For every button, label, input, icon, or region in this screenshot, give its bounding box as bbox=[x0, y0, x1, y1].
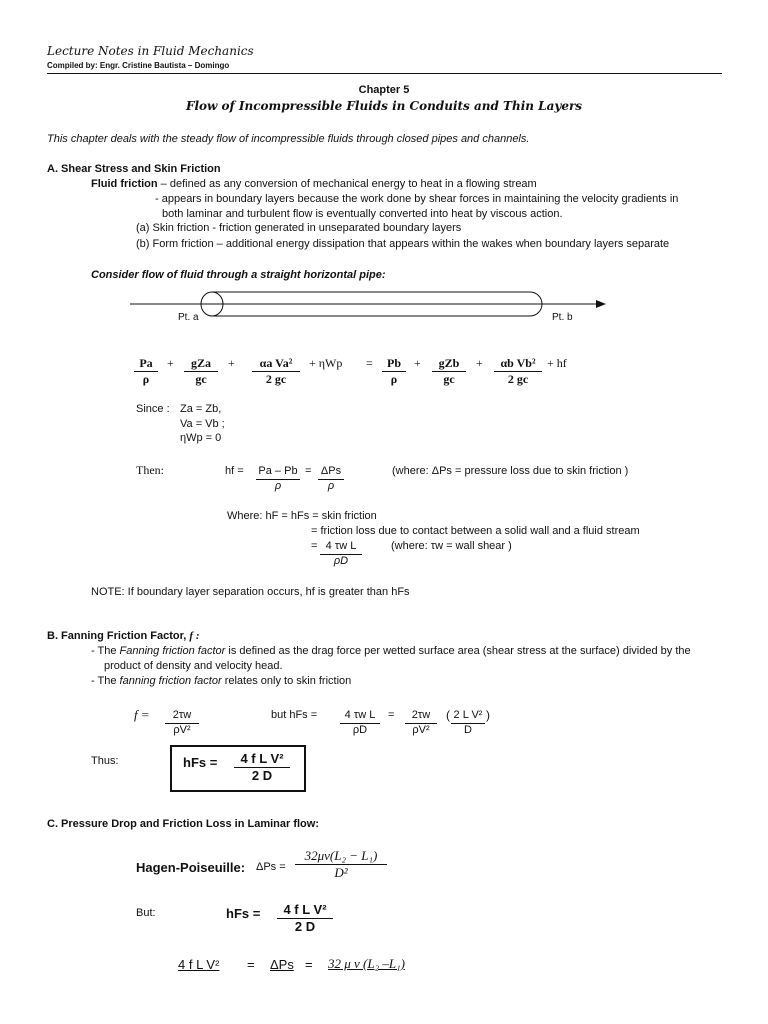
bern-pa: $\frac{Pa}{\rho}$ bbox=[134, 356, 158, 387]
paren-close: ) bbox=[486, 708, 490, 722]
but-label: But: bbox=[136, 907, 156, 919]
fluid-friction-term: Fluid friction bbox=[91, 178, 158, 190]
since-line-2: Va = Vb ; bbox=[180, 418, 225, 430]
flow-arrow-icon bbox=[596, 300, 606, 308]
thus-label: Thus: bbox=[91, 755, 119, 767]
but-hfs: but hFs = bbox=[271, 709, 318, 721]
note-text: NOTE: If boundary layer separation occurs, hf is greater than hFs bbox=[91, 586, 410, 598]
bern-hf: + hf bbox=[547, 356, 567, 370]
since-line-1: Za = Zb, bbox=[180, 403, 222, 415]
bern-ava: $\frac{\text{αa Va²}}{2 gc}$ bbox=[252, 356, 300, 387]
hfs-fraction-1: $\frac{\text{4 τw L}}{\rho D}$ bbox=[340, 709, 380, 738]
compiled-by: Compiled by: Engr. Cristine Bautista – Domingo bbox=[47, 61, 230, 70]
where-line-2: = friction loss due to contact between a solid wall and a fluid stream bbox=[311, 525, 640, 537]
wall-shear-fraction: $\frac{\text{4 τw L}}{\rho D}$ bbox=[320, 540, 362, 569]
but-fraction: $\frac{\text{4 f L V²}}{2 D}$ bbox=[277, 902, 333, 936]
f-lhs: f = bbox=[134, 707, 150, 722]
point-b-label: Pt. b bbox=[552, 312, 573, 323]
fluid-friction-line bbox=[91, 178, 537, 190]
hagen-poiseuille-label: Hagen-Poiseuille: bbox=[136, 860, 246, 875]
hfs-fraction-3: $\frac{\text{2 L V²}}{D}$ bbox=[451, 709, 485, 738]
hp-lhs: ΔPs = bbox=[256, 861, 286, 873]
header-title: Lecture Notes in Fluid Mechanics bbox=[47, 44, 254, 58]
section-c-heading: C. Pressure Drop and Friction Loss in Laminar flow: bbox=[47, 818, 319, 830]
f-fraction: $\frac{2\tau w}{\text{ρV²}}$ bbox=[165, 709, 199, 738]
bern-work: + ηWp bbox=[309, 356, 343, 370]
bern-plus: + bbox=[476, 356, 483, 370]
bern-pb: $\frac{Pb}{\rho}$ bbox=[382, 356, 406, 387]
consider-text: Consider flow of fluid through a straight horizontal pipe: bbox=[91, 269, 386, 281]
hf-where: (where: ΔPs = pressure loss due to skin friction ) bbox=[392, 465, 629, 477]
where-equals: = bbox=[311, 540, 318, 552]
hfs-equals: = bbox=[388, 709, 395, 721]
but-lhs: hFs = bbox=[226, 906, 261, 921]
bern-gzb: gZb gc bbox=[432, 356, 466, 387]
item-b: (b) Form friction – additional energy dissipation that appears within the wakes when boundary layers separate bbox=[136, 238, 670, 250]
pipe-diagram bbox=[130, 288, 610, 328]
hf-equals: = bbox=[305, 465, 312, 477]
last-rhs: 32 μ ν (L₂ –L₁) bbox=[328, 956, 405, 971]
chapter-title: Flow of Incompressible Fluids in Conduits and Thin Layers bbox=[185, 99, 583, 113]
fluid-friction-def: – defined as any conversion of mechanical energy to heat in a flowing stream bbox=[157, 178, 537, 190]
bern-avb: $\frac{\text{αb Vb²}}{2 gc}$ bbox=[494, 356, 542, 387]
bullet-1b: both laminar and turbulent flow is eventually converted into heat by viscous action. bbox=[162, 208, 563, 220]
since-line-3: ηWp = 0 bbox=[180, 432, 222, 444]
section-b-heading-f: f : bbox=[189, 630, 200, 642]
last-equals-2: = bbox=[305, 957, 313, 972]
section-a-heading: A. Shear Stress and Skin Friction bbox=[47, 163, 221, 175]
last-lhs: 4 f L V² bbox=[178, 957, 220, 972]
last-dps: ΔPs bbox=[270, 957, 294, 972]
hp-fraction: $\frac{\text{32μv(L₂ − L₁)}}{\text{D²}}$ bbox=[295, 848, 387, 882]
hf-fraction-2: ΔPs ρ bbox=[318, 465, 344, 494]
bern-equals: = bbox=[366, 356, 373, 370]
header-rule bbox=[47, 73, 722, 74]
box-fraction: $\frac{\text{4 f L V²}}{2 D}$ bbox=[234, 751, 290, 785]
fanning-bullet-1-cont: product of density and velocity head. bbox=[104, 660, 283, 672]
bern-plus: + bbox=[414, 356, 421, 370]
chapter-intro: This chapter deals with the steady flow of incompressible fluids through closed pipes and channels. bbox=[47, 133, 530, 145]
fanning-bullet-2: - The fanning friction factor relates only to skin friction bbox=[91, 675, 352, 687]
hfs-fraction-2: $\frac{2\tau w}{\text{ρV²}}$ bbox=[405, 709, 437, 738]
section-b-heading bbox=[47, 630, 199, 642]
bern-gza: gZa gc bbox=[184, 356, 218, 387]
last-equals-1: = bbox=[247, 957, 255, 972]
point-a-label: Pt. a bbox=[178, 312, 199, 323]
section-b-heading-text: B. Fanning Friction Factor, bbox=[47, 630, 190, 642]
then-label: Then: bbox=[136, 463, 164, 477]
hf-fraction-1: $\frac{Pa - Pb}{\rho}$ bbox=[256, 465, 300, 494]
bern-plus: + bbox=[228, 356, 235, 370]
item-a: (a) Skin friction - friction generated in unseparated boundary layers bbox=[136, 222, 462, 234]
wall-shear-note: (where: τw = wall shear ) bbox=[391, 540, 512, 552]
paren-open: ( bbox=[446, 708, 450, 722]
bern-plus: + bbox=[167, 356, 174, 370]
since-label: Since : bbox=[136, 403, 170, 415]
where-line-1: Where: hF = hFs = skin friction bbox=[227, 510, 377, 522]
bullet-1: - appears in boundary layers because the work done by shear forces in maintaining the velocity gradients in bbox=[155, 193, 679, 205]
box-lhs: hFs = bbox=[183, 755, 218, 770]
fanning-bullet-1: - The Fanning friction factor is defined as the drag force per wetted surface area (shear stress at the surface) divided by the bbox=[91, 645, 691, 657]
hf-lhs: hf = bbox=[225, 465, 244, 477]
chapter-number: Chapter 5 bbox=[358, 84, 410, 96]
